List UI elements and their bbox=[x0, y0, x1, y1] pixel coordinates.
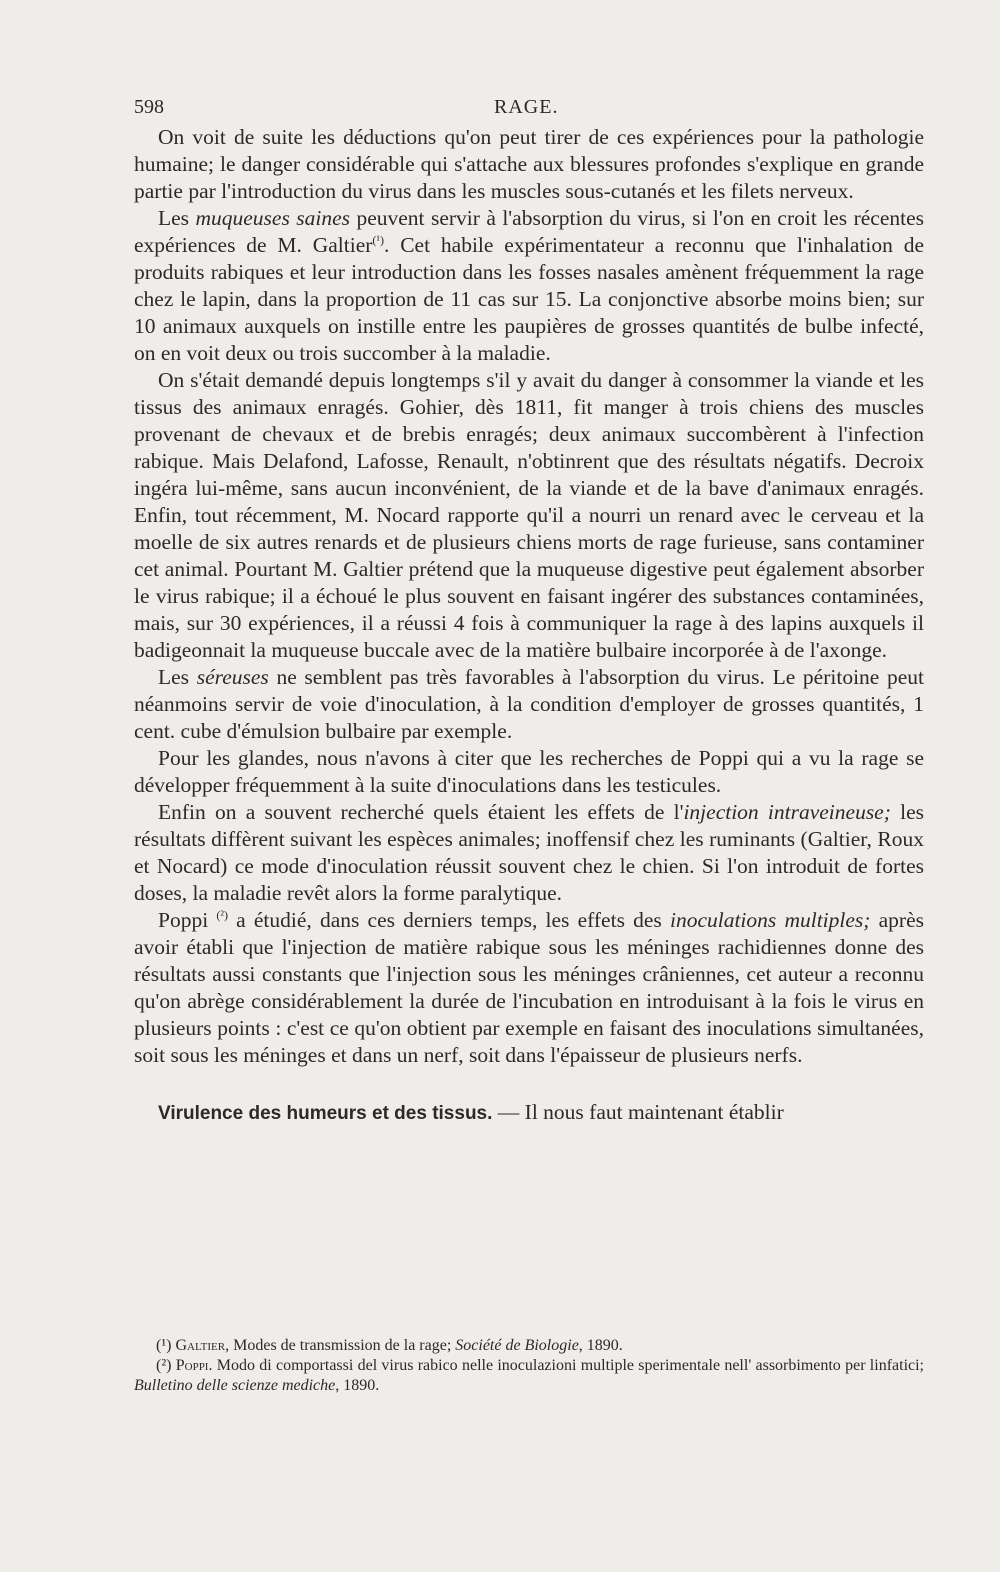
footnote-author: Galtier bbox=[175, 1337, 226, 1354]
footnote-source: Société de Biologie bbox=[455, 1337, 579, 1354]
footnote-ref-2: (²) bbox=[216, 907, 228, 922]
page-number: 598 bbox=[134, 96, 164, 118]
footnotes bbox=[134, 1336, 924, 1396]
paragraph-4: Les séreuses ne semblent pas très favorables à l'absorption du virus. Le péritoine peut néanmoins servir de voie d'inoculation, à la condition d'employer de grosses quantités, 1 cent. cube d'émulsion bulbaire par exemple. bbox=[134, 665, 925, 743]
footnote-author: Poppi bbox=[175, 1357, 209, 1374]
running-head: RAGE. bbox=[494, 96, 559, 118]
footnote-2: (²) Poppi. Modo di comportassi del virus rabico nelle inoculazioni multiple sperimentale nell' assorbimento per linfatici; Bulletino delle scienze mediche, 1890. bbox=[134, 1357, 925, 1394]
emphasis: inoculations multiples; bbox=[669, 908, 871, 932]
emphasis: séreuses bbox=[196, 665, 269, 689]
paragraph-6: Enfin on a souvent recherché quels étaient les effets de l'injection intraveineuse; les résultats diffèrent suivant les espèces animales; inoffensif chez les ruminants (Galtier, Roux et Nocard) ce mode d'inoculation réussit souvent chez le chien. Si l'on introduit de fortes doses, la maladie revêt alors la forme paralytique. bbox=[134, 800, 924, 905]
section-heading-paragraph: Virulence des humeurs et des tissus. — Il nous faut maintenant établir bbox=[158, 1100, 784, 1124]
footnote-1: (¹) Galtier, Modes de transmission de la rage; Société de Biologie, 1890. bbox=[156, 1337, 623, 1354]
paragraph-2: Les muqueuses saines peuvent servir à l'absorption du virus, si l'on en croit les récentes expériences de M. Galtier$^{(^1)}$. Cet habile expérimentateur a reconnu que l'inhalation de produits rabiques et leur introduction dans les fosses nasales amènent fréquemment la rage chez le lapin, dans la proportion de 11 cas sur 15. La conjonctive absorbe moins bien; sur 10 animaux auxquels on instille entre les paupières de grosses quantités de bulbe infecté, on en voit deux ou trois succomber à la maladie. bbox=[134, 206, 924, 365]
emphasis: injection intraveineuse; bbox=[683, 800, 891, 824]
footnote-source: Bulletino delle scienze mediche bbox=[134, 1377, 336, 1394]
body-text bbox=[134, 124, 924, 1127]
paragraph-5: Pour les glandes, nous n'avons à citer que les recherches de Poppi qui a vu la rage se développer fréquemment à la suite d'inoculations dans les testicules. bbox=[134, 746, 924, 797]
footnote-ref-1: (¹) bbox=[372, 232, 385, 247]
paragraph-3: On s'était demandé depuis longtemps s'il y avait du danger à consommer la viande et les tissus des animaux enragés. Gohier, dès 1811, fit manger à trois chiens des muscles provenant de chevaux et de brebis enragés; deux animaux succombèrent à l'infection rabique. Mais Delafond, Lafosse, Renault, n'obtinrent que des résultats négatifs. Decroix ingéra lui-même, sans aucun inconvénient, de la viande et de la bave d'animaux enragés. Enfin, tout récemment, M. Nocard rapporte qu'il a nourri un renard avec le cerveau et la moelle de six autres renards et de plusieurs chiens morts de rage furieuse, sans contaminer cet animal. Pourtant M. Galtier prétend que la muqueuse digestive peut également absorber le virus rabique; il a échoué le plus souvent en faisant ingérer des substances contaminées, mais, sur 30 expériences, il a réussi 4 fois à communiquer la rage à des lapins auxquels il badigeonnait la muqueuse buccale avec de la matière bulbaire incorporée à de l'axonge. bbox=[134, 368, 924, 662]
emphasis: muqueuses saines bbox=[195, 206, 351, 230]
page-header bbox=[134, 96, 924, 126]
section-title: Virulence des humeurs et des tissus. bbox=[158, 1103, 493, 1124]
paragraph-1: On voit de suite les déductions qu'on peut tirer de ces expériences pour la pathologie humaine; le danger considérable qui s'attache aux blessures profondes s'explique en grande partie par l'introduction du virus dans les muscles sous-cutanés et les filets nerveux. bbox=[134, 125, 924, 203]
paragraph-7: Poppi $^{(^2)}$ a étudié, dans ces derniers temps, les effets des inoculations multiples; après avoir établi que l'injection de matière rabique sous les méninges rachidiennes donne des résultats aussi constants que l'injection sous les méninges crâniennes, cet auteur a reconnu qu'on abrège considérablement la durée de l'incubation en introduisant à la fois le virus en plusieurs points : c'est ce qu'on obtient par exemple en faisant des inoculations simultanées, soit sous les méninges et dans un nerf, soit dans l'épaisseur de plusieurs nerfs. bbox=[134, 907, 924, 1067]
